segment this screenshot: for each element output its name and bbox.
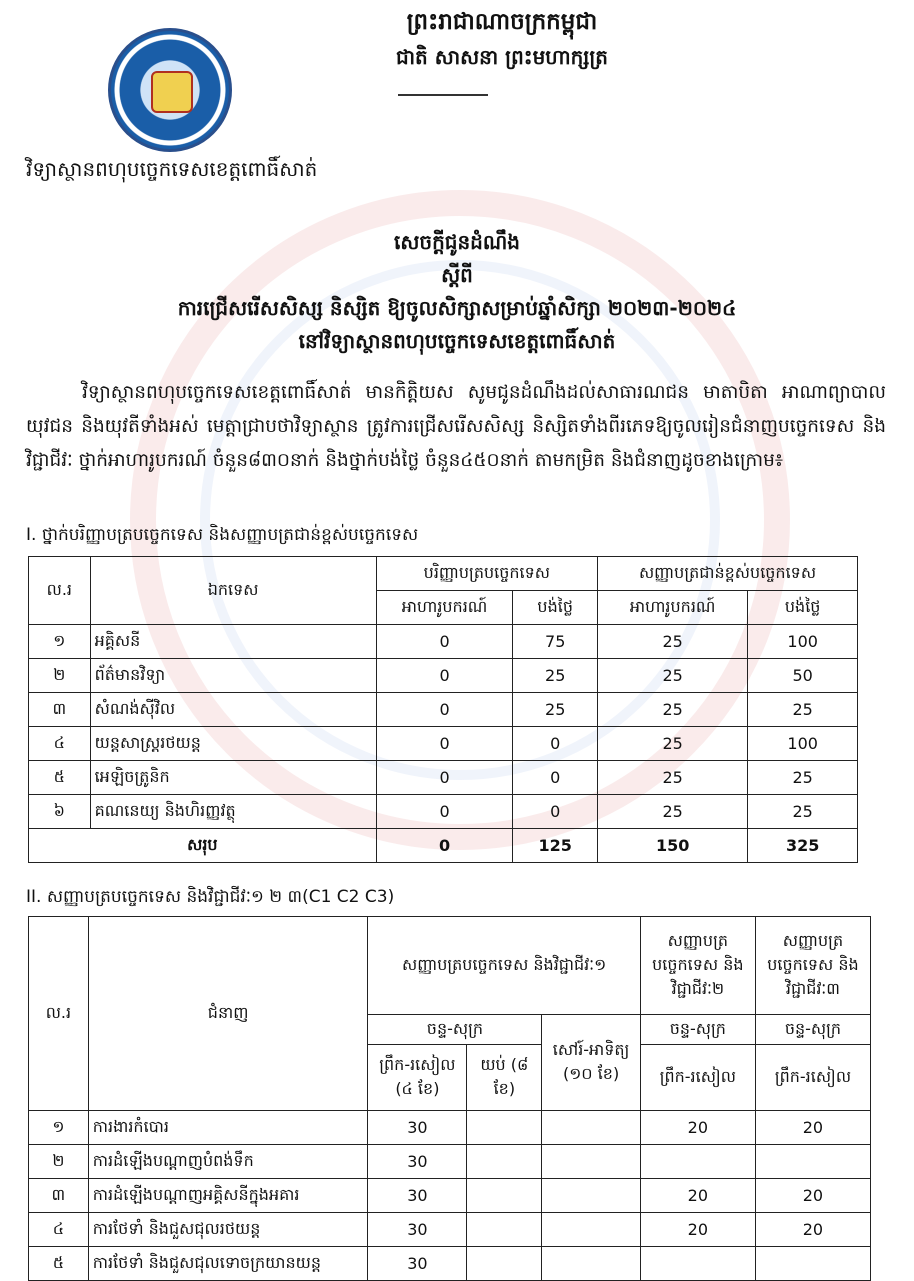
cell-value: 100 <box>748 727 858 761</box>
cell-value: 0 <box>513 761 598 795</box>
notice-location: នៅវិទ្យាស្ថានពហុបច្ចេកទេសខេត្តពោធិ៍សាត់ <box>298 329 616 353</box>
cell-value <box>542 1247 640 1281</box>
cell-value <box>467 1145 542 1179</box>
section2-heading: II. សញ្ញាបត្របច្ចេកទេស និងវិជ្ជាជីវៈ១ ២ ៣(C1 C2 C3) <box>26 887 395 907</box>
total-label: សរុប <box>29 829 377 863</box>
cell-value <box>755 1247 870 1281</box>
degree-table <box>28 556 858 863</box>
col-c1: សញ្ញាបត្របច្ចេកទេស និងវិជ្ជាជីវៈ១ <box>368 917 640 1015</box>
table-row <box>29 1247 871 1281</box>
cell-value: 25 <box>513 659 598 693</box>
cell-value: 25 <box>513 693 598 727</box>
total-value: 125 <box>513 829 598 863</box>
table-row <box>29 1111 871 1145</box>
notice-paragraph: វិទ្យាស្ថានពហុបច្ចេកទេសខេត្តពោធិ៍សាត់ មានកិត្តិយស សូមជូនដំណឹងដល់សាធារណជន មាតាបិតា អាណាព្យាបាល យុវជន និងយុវតីទាំងអស់ មេត្តាជ្រាបថាវិទ្យាស្ថាន ត្រូវការជ្រើសរើសសិស្ស និស្សិតទាំងពីរភេទឱ្យចូលរៀនជំនាញបច្ចេកទេស និងវិជ្ជាជីវៈ ថ្នាក់អាហារូបករណ៍ ចំនួន៨៣០នាក់ និងថ្នាក់បង់ថ្លៃ ចំនួន៤៥០នាក់ តាមកម្រិត និងជំនាញដូចខាងក្រោម៖ <box>26 382 886 471</box>
col-c3: សញ្ញាបត្របច្ចេកទេស និងវិជ្ជាជីវៈ៣ <box>755 917 870 1015</box>
table-row <box>29 727 858 761</box>
row-major: អគ្គិសនី <box>90 625 376 659</box>
cell-value: 25 <box>597 659 747 693</box>
cell-value <box>542 1111 640 1145</box>
sub-mon-fri: ចន្ទ-សុក្រ <box>368 1015 542 1045</box>
cell-value: 75 <box>513 625 598 659</box>
row-number: ៤ <box>29 1213 89 1247</box>
cell-value <box>542 1213 640 1247</box>
notice-title-block <box>0 226 914 358</box>
table-row <box>29 693 858 727</box>
cell-value: 20 <box>640 1111 755 1145</box>
cell-value: 30 <box>368 1213 467 1247</box>
sub-morning-evening: ព្រឹក-រសៀល <box>755 1045 870 1111</box>
cell-value: 30 <box>368 1111 467 1145</box>
cell-value: 30 <box>368 1247 467 1281</box>
col-skill: ជំនាញ <box>88 917 368 1111</box>
cell-value <box>542 1145 640 1179</box>
sub-morning-evening: ព្រឹក-រសៀល <box>640 1045 755 1111</box>
row-major: សំណង់ស៊ីវិល <box>90 693 376 727</box>
sub-mon-fri: ចន្ទ-សុក្រ <box>640 1015 755 1045</box>
row-major: ព័ត៌មានវិទ្យា <box>90 659 376 693</box>
table-row <box>29 1179 871 1213</box>
cell-value: 20 <box>755 1179 870 1213</box>
row-number: ១ <box>29 625 91 659</box>
col-bachelor: បរិញ្ញាបត្របច្ចេកទេស <box>376 557 597 591</box>
cell-value <box>755 1145 870 1179</box>
cell-value <box>640 1247 755 1281</box>
cell-value: 25 <box>597 761 747 795</box>
cell-value: 100 <box>748 625 858 659</box>
total-value: 150 <box>597 829 747 863</box>
row-number: ៤ <box>29 727 91 761</box>
institute-name: វិទ្យាស្ថានពហុបច្ចេកទេសខេត្តពោធិ៍សាត់ <box>26 157 318 181</box>
row-skill: ការដំឡើងបណ្តាញអគ្គិសនីក្នុងអគារ <box>88 1179 368 1213</box>
cell-value <box>467 1213 542 1247</box>
cell-value: 0 <box>376 625 513 659</box>
row-number: ៣ <box>29 693 91 727</box>
cell-value: 0 <box>376 795 513 829</box>
cell-value: 0 <box>376 659 513 693</box>
table-row <box>29 659 858 693</box>
sub-morning-evening-4m: ព្រឹក-រសៀល (៤ ខែ) <box>368 1045 467 1111</box>
table-row <box>29 795 858 829</box>
cell-value: 30 <box>368 1179 467 1213</box>
sub-fee: បង់ថ្លៃ <box>748 591 858 625</box>
sub-scholarship: អាហារូបករណ៍ <box>597 591 747 625</box>
col-higher-diploma: សញ្ញាបត្រជាន់ខ្ពស់បច្ចេកទេស <box>597 557 857 591</box>
cell-value: 20 <box>640 1213 755 1247</box>
cell-value <box>467 1111 542 1145</box>
col-major: ឯកទេស <box>90 557 376 625</box>
cell-value <box>640 1145 755 1179</box>
notice-subtitle: ស្តីពី <box>441 263 473 287</box>
sub-sat-sun: សៅរ៍-អាទិត្យ (១០ ខែ) <box>542 1015 640 1111</box>
row-skill: ការថែទាំ និងជួសជុលទោចក្រយានយន្ត <box>88 1247 368 1281</box>
cell-value: 0 <box>513 727 598 761</box>
kingdom-title: ព្រះរាជាណាចក្រកម្ពុជា <box>406 9 598 35</box>
total-value: 325 <box>748 829 858 863</box>
cell-value: 25 <box>748 693 858 727</box>
cell-value: 25 <box>597 795 747 829</box>
cell-value: 50 <box>748 659 858 693</box>
ornament-divider <box>398 94 488 96</box>
row-number: ៥ <box>29 1247 89 1281</box>
cell-value: 25 <box>597 693 747 727</box>
section1-heading: I. ថ្នាក់បរិញ្ញាបត្របច្ចេកទេស និងសញ្ញាបត្រជាន់ខ្ពស់បច្ចេកទេស <box>26 525 419 545</box>
col-number: ល.រ <box>29 557 91 625</box>
cell-value: 20 <box>640 1179 755 1213</box>
row-skill: ការដំឡើងបណ្តាញបំពង់ទឹក <box>88 1145 368 1179</box>
row-number: ៣ <box>29 1179 89 1213</box>
table-row <box>29 625 858 659</box>
cell-value: 20 <box>755 1213 870 1247</box>
row-major: យន្តសាស្ត្ររថយន្ត <box>90 727 376 761</box>
table-row <box>29 1213 871 1247</box>
table-row <box>29 1145 871 1179</box>
cell-value: 0 <box>513 795 598 829</box>
row-skill: ការថែទាំ និងជួសជុលរថយន្ត <box>88 1213 368 1247</box>
cell-value: 0 <box>376 761 513 795</box>
national-motto: ជាតិ សាសនា ព្រះមហាក្សត្រ <box>396 45 608 69</box>
cell-value: 30 <box>368 1145 467 1179</box>
row-number: ២ <box>29 1145 89 1179</box>
sub-fee: បង់ថ្លៃ <box>513 591 598 625</box>
cell-value: 25 <box>597 625 747 659</box>
row-number: ៥ <box>29 761 91 795</box>
row-number: ២ <box>29 659 91 693</box>
cell-value: 25 <box>748 761 858 795</box>
cell-value: 0 <box>376 727 513 761</box>
cell-value <box>542 1179 640 1213</box>
cell-value: 0 <box>376 693 513 727</box>
logo-emblem <box>151 71 193 113</box>
row-major: គណនេយ្យ និងហិរញ្ញវត្ថុ <box>90 795 376 829</box>
row-skill: ការងារកំបោរ <box>88 1111 368 1145</box>
total-value: 0 <box>376 829 513 863</box>
total-row <box>29 829 858 863</box>
row-number: ៦ <box>29 795 91 829</box>
sub-night-8m: យប់ (៨ ខែ) <box>467 1045 542 1111</box>
col-number: ល.រ <box>29 917 89 1111</box>
row-major: អេឡិចត្រូនិក <box>90 761 376 795</box>
cell-value: 20 <box>755 1111 870 1145</box>
notice-title: សេចក្តីជូនដំណឹង <box>394 230 520 254</box>
col-c2: សញ្ញាបត្របច្ចេកទេស និងវិជ្ជាជីវៈ២ <box>640 917 755 1015</box>
vocational-table <box>28 916 871 1281</box>
notice-subject: ការជ្រើសរើសសិស្ស និស្សិត ឱ្យចូលសិក្សាសម្រាប់ឆ្នាំសិក្សា ២០២៣-២០២៤ <box>177 296 737 320</box>
cell-value <box>467 1179 542 1213</box>
sub-scholarship: អាហារូបករណ៍ <box>376 591 513 625</box>
sub-mon-fri: ចន្ទ-សុក្រ <box>755 1015 870 1045</box>
cell-value <box>467 1247 542 1281</box>
cell-value: 25 <box>748 795 858 829</box>
table-row <box>29 761 858 795</box>
row-number: ១ <box>29 1111 89 1145</box>
cell-value: 25 <box>597 727 747 761</box>
